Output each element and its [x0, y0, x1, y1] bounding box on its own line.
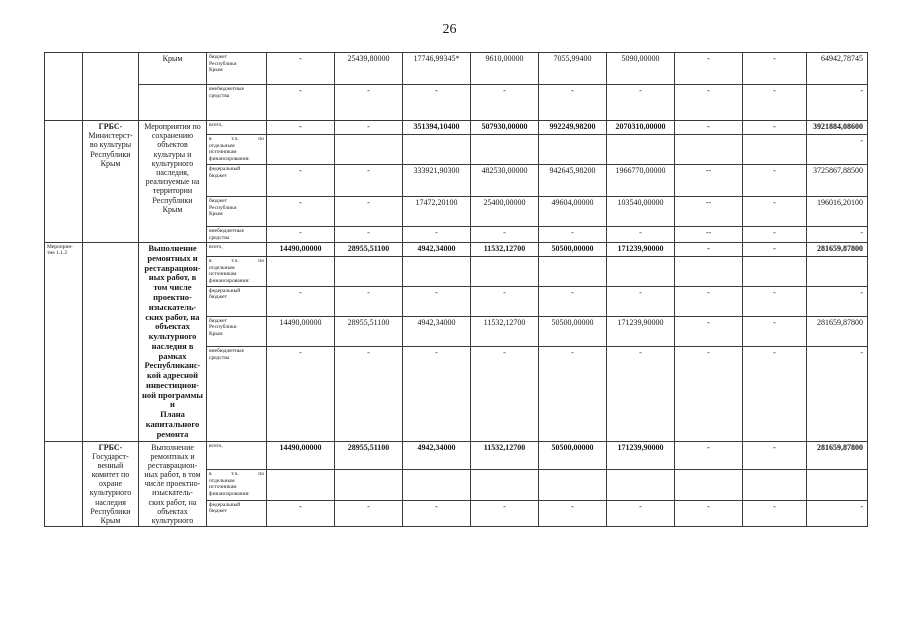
source-cell	[207, 316, 267, 346]
total-value-cell: -	[807, 227, 868, 243]
year-value-cell	[471, 470, 539, 501]
text-line: Министерст-	[88, 131, 133, 141]
source-top: в т.ч. по	[209, 258, 264, 265]
resp-text	[85, 131, 136, 168]
year-value-cell: -	[335, 347, 403, 441]
table-row	[45, 243, 868, 257]
resp-cell	[83, 243, 139, 441]
year-value-cell	[267, 470, 335, 501]
budget-table	[44, 52, 868, 527]
year-value-cell: 14490,00000	[267, 243, 335, 257]
year-value-cell	[539, 257, 607, 287]
year-value-cell: -	[267, 227, 335, 243]
source-top: в т.ч. по	[209, 471, 264, 478]
year-value-cell: -	[471, 227, 539, 243]
text-line: числе проектно-	[144, 479, 201, 489]
text-line: Республики	[209, 324, 237, 331]
text-line: объектах	[155, 321, 190, 332]
name-cell	[139, 441, 207, 527]
text-line: Республиканс-	[144, 360, 201, 371]
year-value-cell: -	[607, 286, 675, 316]
year-value-cell	[675, 257, 743, 287]
year-value-cell: 28955,51100	[335, 441, 403, 470]
text-line: Выполнение	[151, 442, 194, 452]
total-value-cell: 64942,78745	[807, 53, 868, 85]
year-value-cell: --	[675, 197, 743, 227]
year-value-cell: 50500,00000	[539, 316, 607, 346]
text-line: наследия,	[156, 167, 189, 177]
year-value-cell: -	[743, 286, 807, 316]
text-line: федеральный	[209, 287, 241, 294]
year-value-cell: 5090,00000	[607, 53, 675, 85]
year-value-cell: 9610,00000	[471, 53, 539, 85]
year-value-cell: -	[607, 227, 675, 243]
year-value-cell	[403, 257, 471, 287]
year-value-cell	[471, 257, 539, 287]
text-line: внебюджетные	[209, 348, 245, 355]
year-value-cell: -	[267, 85, 335, 121]
text-line: реализуемые на	[145, 177, 200, 187]
year-value-cell: -	[743, 85, 807, 121]
text-line: во культуры	[89, 140, 132, 150]
year-value-cell: -	[675, 53, 743, 85]
text-line: всего,	[209, 442, 223, 449]
text-line: культурного	[151, 158, 194, 168]
year-value-cell: 50500,00000	[539, 243, 607, 257]
text-line: сохранению	[151, 131, 194, 141]
text-line: бюджет	[209, 508, 227, 515]
year-value-cell: -	[675, 286, 743, 316]
year-value-cell: -	[471, 286, 539, 316]
year-value-cell: 14490,00000	[267, 441, 335, 470]
year-value-cell: 17746,99345*	[403, 53, 471, 85]
year-value-cell: 25439,80000	[335, 53, 403, 85]
text-line: Республики	[90, 149, 131, 159]
text-line: Крым	[209, 211, 223, 218]
text-line: объектов	[157, 140, 188, 150]
text-line: охране	[98, 479, 123, 489]
year-value-cell: -	[539, 347, 607, 441]
year-value-cell: -	[607, 500, 675, 527]
year-value-cell: -	[335, 121, 403, 135]
source-cell	[207, 227, 267, 243]
year-value-cell	[675, 135, 743, 165]
source-text	[209, 143, 264, 163]
text-line: наследия в	[151, 340, 194, 351]
text-line: ных работ, в том	[144, 470, 201, 480]
year-value-cell: 25400,00000	[471, 197, 539, 227]
text-line: бюджет	[209, 54, 227, 60]
source-cell	[207, 347, 267, 441]
text-line: реставрацион-	[147, 460, 198, 470]
year-value-cell: --	[675, 165, 743, 197]
year-value-cell: -	[403, 85, 471, 121]
year-value-cell: -	[471, 347, 539, 441]
source-cell	[207, 135, 267, 165]
text-line: ремонта	[156, 428, 189, 439]
source-cell	[207, 121, 267, 135]
source-cell	[207, 441, 267, 470]
year-value-cell: -	[675, 85, 743, 121]
year-value-cell: 11532,12700	[471, 441, 539, 470]
text-line: культурного	[148, 331, 197, 342]
resp-title: ГРБС-	[98, 442, 123, 452]
resp-text	[85, 452, 136, 526]
text-line: изыскатель-	[148, 301, 197, 312]
year-value-cell: -	[335, 85, 403, 121]
text-line: ремонтных и	[147, 252, 198, 263]
source-top: в т.ч. по	[209, 136, 264, 142]
source-cell	[207, 197, 267, 227]
text-line: федеральный	[209, 501, 241, 508]
text-line: всего,	[209, 244, 223, 251]
year-value-cell	[539, 135, 607, 165]
resp-cell	[83, 53, 139, 121]
year-value-cell: -	[335, 500, 403, 527]
num-cell: Мероприя-тие 1.1.2	[45, 243, 83, 441]
year-value-cell	[335, 135, 403, 165]
text-line: Плана	[160, 409, 185, 420]
year-value-cell	[539, 470, 607, 501]
year-value-cell: -	[743, 347, 807, 441]
text-line: объектах	[157, 506, 188, 516]
total-value-cell: 3921884,08600	[807, 121, 868, 135]
name-cell	[139, 121, 207, 243]
text-line: ной программы	[141, 389, 204, 400]
year-value-cell: 351394,10400	[403, 121, 471, 135]
year-value-cell: -	[607, 347, 675, 441]
text-line: капитального	[145, 418, 200, 429]
year-value-cell: 942645,98200	[539, 165, 607, 197]
year-value-cell: 992249,98200	[539, 121, 607, 135]
table-row	[45, 85, 868, 121]
year-value-cell: -	[267, 197, 335, 227]
year-value-cell: 14490,00000	[267, 316, 335, 346]
source-cell	[207, 243, 267, 257]
year-value-cell: 507930,00000	[471, 121, 539, 135]
year-value-cell: 11532,12700	[471, 243, 539, 257]
total-value-cell: -	[807, 135, 868, 165]
year-value-cell	[403, 470, 471, 501]
text-line: источникам	[209, 484, 237, 491]
year-value-cell: -	[403, 347, 471, 441]
year-value-cell: -	[539, 500, 607, 527]
year-value-cell	[607, 257, 675, 287]
year-value-cell: -	[675, 347, 743, 441]
text-line: том числе	[153, 282, 192, 293]
text-line: средства	[209, 234, 230, 241]
text-line: культуры и	[153, 149, 192, 159]
text-line: источникам	[209, 149, 237, 156]
total-value-cell: -	[807, 85, 868, 121]
text-line: Крым	[100, 516, 121, 525]
year-value-cell: -	[743, 243, 807, 257]
year-value-cell: -	[471, 500, 539, 527]
year-value-cell: -	[335, 286, 403, 316]
text-line: ремонтных и	[150, 451, 195, 461]
text-line: отдельным	[209, 142, 235, 149]
total-value-cell: 281659,87800	[807, 243, 868, 257]
year-value-cell	[743, 257, 807, 287]
resp-cell	[83, 121, 139, 243]
year-value-cell: -	[675, 500, 743, 527]
year-value-cell: -	[335, 227, 403, 243]
total-value-cell: 3725867,88500	[807, 165, 868, 197]
year-value-cell	[675, 470, 743, 501]
year-value-cell: 11532,12700	[471, 316, 539, 346]
year-value-cell: -	[471, 85, 539, 121]
num-cell	[45, 121, 83, 243]
text-line: бюджет	[209, 317, 227, 324]
text-line: проектно-	[153, 292, 192, 303]
year-value-cell: -	[743, 165, 807, 197]
resp-cell	[83, 441, 139, 527]
text-line: инвестицион-	[146, 379, 199, 390]
text-line: культурного	[151, 516, 194, 525]
year-value-cell: -	[335, 165, 403, 197]
source-cell	[207, 286, 267, 316]
year-value-cell: -	[743, 197, 807, 227]
year-value-cell	[607, 135, 675, 165]
text-line: всего,	[209, 122, 223, 128]
text-line: Республики	[90, 506, 131, 516]
year-value-cell: 1966770,00000	[607, 165, 675, 197]
total-value-cell: -	[807, 286, 868, 316]
text-line: бюджет	[209, 198, 227, 204]
text-line: ских работ, на	[148, 497, 197, 507]
text-line: Крым	[209, 67, 223, 74]
text-line: комитет по	[91, 470, 130, 480]
text-line: федеральный	[209, 166, 241, 172]
year-value-cell: -	[539, 286, 607, 316]
source-text	[209, 265, 264, 285]
source-text	[209, 478, 264, 498]
year-value-cell: -	[267, 500, 335, 527]
year-value-cell: 171239,90000	[607, 243, 675, 257]
year-value-cell: 103540,00000	[607, 197, 675, 227]
year-value-cell: -	[403, 500, 471, 527]
total-value-cell: 196016,20100	[807, 197, 868, 227]
year-value-cell: 49604,00000	[539, 197, 607, 227]
resp-title: ГРБС-	[98, 122, 123, 131]
year-value-cell	[267, 257, 335, 287]
year-value-cell	[607, 470, 675, 501]
year-value-cell: -	[675, 441, 743, 470]
year-value-cell: 333921,90300	[403, 165, 471, 197]
text-line: Крым	[209, 331, 223, 338]
year-value-cell: -	[539, 227, 607, 243]
total-value-cell	[807, 470, 868, 501]
text-line: Крым	[162, 204, 183, 214]
text-line: Республики	[209, 60, 237, 67]
text-line: ных работ, в	[148, 272, 197, 283]
year-value-cell: -	[267, 286, 335, 316]
text-line: наследия	[95, 497, 126, 507]
year-value-cell: -	[539, 85, 607, 121]
page-number: 26	[442, 22, 457, 37]
year-value-cell: -	[607, 85, 675, 121]
table-row	[45, 441, 868, 470]
source-cell	[207, 85, 267, 121]
text-line: Государст-	[92, 451, 129, 461]
year-value-cell: -	[743, 441, 807, 470]
year-value-cell: 7055,99400	[539, 53, 607, 85]
text-line: средства	[209, 354, 230, 361]
source-cell	[207, 500, 267, 527]
year-value-cell: -	[743, 53, 807, 85]
year-value-cell: 28955,51100	[335, 316, 403, 346]
text-line: бюджет	[209, 294, 227, 301]
year-value-cell	[743, 470, 807, 501]
text-line: внебюджетные	[209, 228, 245, 234]
table-row	[45, 53, 868, 85]
text-line: отдельным	[209, 264, 235, 271]
text-line: Республики	[209, 204, 237, 211]
source-cell	[207, 165, 267, 197]
year-value-cell: -	[267, 165, 335, 197]
text-line: внебюджетные	[209, 86, 245, 92]
text-line: Мероприятия по	[144, 122, 201, 131]
year-value-cell	[267, 135, 335, 165]
total-value-cell: 281659,87800	[807, 441, 868, 470]
text-line: бюджет	[209, 172, 227, 179]
source-cell	[207, 470, 267, 501]
year-value-cell: 171239,90000	[607, 441, 675, 470]
year-value-cell: -	[675, 121, 743, 135]
text-line: ских работ, на	[145, 311, 200, 322]
text-line: финансирования:	[209, 278, 250, 285]
year-value-cell: 4942,34000	[403, 441, 471, 470]
text-line: финансирования:	[209, 155, 250, 162]
text-line: источникам	[209, 271, 237, 278]
text-line: территории	[152, 186, 193, 196]
year-value-cell	[403, 135, 471, 165]
year-value-cell: -	[267, 121, 335, 135]
year-value-cell: 171239,90000	[607, 316, 675, 346]
name-cell	[139, 85, 207, 121]
num-cell	[45, 441, 83, 527]
total-value-cell: -	[807, 347, 868, 441]
total-value-cell	[807, 257, 868, 287]
year-value-cell: -	[675, 316, 743, 346]
year-value-cell: -	[675, 243, 743, 257]
year-value-cell: 4942,34000	[403, 316, 471, 346]
text-line: Республики	[152, 195, 193, 205]
table-row	[45, 121, 868, 135]
text-line: и	[170, 399, 175, 410]
year-value-cell: --	[675, 227, 743, 243]
text-line: финансирования:	[209, 490, 250, 497]
source-cell	[207, 53, 267, 85]
name-cell: Крым	[139, 53, 207, 85]
year-value-cell: -	[743, 227, 807, 243]
year-value-cell: -	[267, 53, 335, 85]
year-value-cell: -	[743, 500, 807, 527]
year-value-cell	[471, 135, 539, 165]
year-value-cell	[743, 135, 807, 165]
year-value-cell: -	[403, 227, 471, 243]
text-line: отдельным	[209, 477, 235, 484]
text-line: рамках	[158, 350, 187, 361]
text-line: реставрацион-	[144, 262, 201, 273]
year-value-cell: -	[335, 197, 403, 227]
name-cell	[139, 243, 207, 441]
year-value-cell: 50500,00000	[539, 441, 607, 470]
year-value-cell: 2070310,00000	[607, 121, 675, 135]
total-value-cell: 281659,87800	[807, 316, 868, 346]
total-value-cell: -	[807, 500, 868, 527]
year-value-cell: 28955,51100	[335, 243, 403, 257]
year-value-cell: -	[403, 286, 471, 316]
text-line: средства	[209, 92, 230, 99]
text-line: Выполнение	[148, 243, 197, 254]
year-value-cell: 17472,20100	[403, 197, 471, 227]
year-value-cell	[335, 257, 403, 287]
year-value-cell	[335, 470, 403, 501]
num-cell	[45, 53, 83, 121]
text-line: кой адресной	[146, 370, 199, 381]
text-line: изыскатель-	[152, 488, 193, 498]
year-value-cell: -	[743, 121, 807, 135]
text-line: Крым	[100, 158, 121, 168]
year-value-cell: 4942,34000	[403, 243, 471, 257]
year-value-cell: -	[267, 347, 335, 441]
year-value-cell: -	[743, 316, 807, 346]
year-value-cell: 482530,00000	[471, 165, 539, 197]
text-line: венный	[97, 460, 124, 470]
source-cell	[207, 257, 267, 287]
text-line: культурного	[89, 488, 132, 498]
